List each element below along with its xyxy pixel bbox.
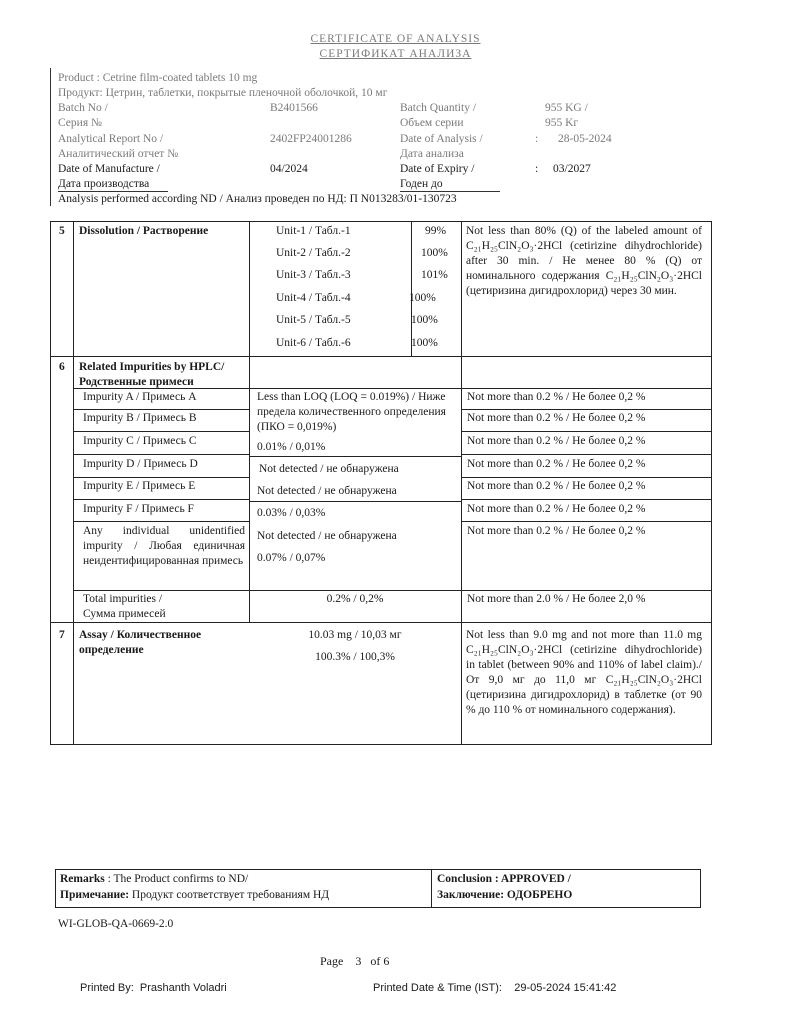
imp-line-c-spec — [461, 454, 711, 455]
test-5-number: 5 — [59, 225, 65, 237]
test-5-spec: Not less than 80% (Q) of the labeled amount of C₂₁H₂₅ClN₂O₃·2HCl (cetirizine dihydrochloride) after 30 min. / Не менее 80 % (Q) от номинального содержания C₂₁H₂₅ClN₂O₃·2HCl (цетиризина дигидрохлорид) через 30 мин. — [466, 225, 702, 297]
exp-label-ru: Годен до — [400, 178, 443, 190]
t5-unit-5-value: 100% — [411, 314, 438, 326]
imp-line-b — [73, 431, 249, 432]
imp-line-f-spec — [461, 521, 711, 522]
test-6-name-ru: Родственные примеси — [79, 376, 194, 388]
imp-line-e-spec — [461, 499, 711, 500]
imp-line-d — [73, 477, 249, 478]
t5-unit-1-label: Unit-1 / Табл.-1 — [276, 225, 351, 237]
impurity-c-name: Impurity C / Примесь C — [83, 435, 197, 447]
report-label-en: Analytical Report No / — [58, 133, 164, 145]
batch-qty-label-ru: Объем серии — [400, 117, 464, 129]
impurity-f-name: Impurity F / Примесь F — [83, 503, 194, 515]
impurity-a-name: Impurity A / Примесь A — [83, 391, 197, 403]
col-line-spec — [461, 222, 462, 744]
mfg-label-en: Date of Manufacture / — [58, 163, 160, 175]
exp-colon: : — [535, 163, 539, 175]
mfg-underline — [58, 191, 168, 192]
test-7-number: 7 — [59, 629, 65, 641]
certificate-title-en: CERTIFICATE OF ANALYSIS — [310, 33, 481, 45]
batch-qty-label-en: Batch Quantity / — [400, 102, 477, 114]
row-line-total — [73, 590, 711, 591]
impurity-d-spec: Not more than 0.2 % / Не более 0,2 % — [467, 458, 646, 470]
imp-line-d-spec — [461, 477, 711, 478]
imp-line-a — [73, 409, 249, 410]
report-label-ru: Аналитический отчет № — [58, 148, 179, 160]
exp-value: 03/2027 — [553, 163, 591, 175]
imp-line-top — [73, 388, 711, 389]
t5-unit-5-label: Unit-5 / Табл.-5 — [276, 314, 351, 326]
impurity-e-result: Not detected / не обнаружена — [257, 485, 397, 497]
t5-unit-2-value: 100% — [421, 247, 448, 259]
doa-label-en: Date of Analysis / — [400, 133, 483, 145]
total-impurities-name-ru: Сумма примесей — [83, 608, 166, 620]
remarks-label-en: Remarks — [60, 873, 105, 885]
test-6-number: 6 — [59, 361, 65, 373]
batch-label-en: Batch No / — [58, 102, 108, 114]
exp-label-en: Date of Expiry / — [400, 163, 475, 175]
exp-underline — [400, 191, 500, 192]
impurity-any-spec: Not more than 0.2 % / Не более 0,2 % — [467, 525, 646, 537]
imp-line-c — [73, 454, 249, 455]
results-table — [50, 221, 712, 745]
total-impurities-name-en: Total impurities / — [83, 593, 163, 605]
test-7-result-percent: 100.3% / 100,3% — [315, 651, 395, 663]
impurity-any-result-2: 0.07% / 0,07% — [257, 552, 326, 564]
certificate-title-ru: СЕРТИФИКАТ АНАЛИЗА — [319, 48, 472, 60]
page-total: 6 — [383, 954, 390, 968]
impurity-e-name: Impurity E / Примесь E — [83, 480, 196, 492]
t5-unit-6-label: Unit-6 / Табл.-6 — [276, 337, 351, 349]
test-6-name-en: Related Impurities by HPLC/ — [79, 361, 225, 373]
impurity-f-spec: Not more than 0.2 % / Не более 0,2 % — [467, 503, 646, 515]
imp-line-f — [73, 521, 249, 522]
impurity-c-result: 0.01% / 0,01% — [257, 441, 326, 453]
product-name-ru: Продукт: Цетрин, таблетки, покрытые пленочной оболочкой, 10 мг — [58, 87, 388, 99]
row-line-6-7 — [51, 622, 711, 623]
page-of: of — [370, 954, 381, 968]
impurity-any-result: Not detected / не обнаружена — [257, 530, 397, 542]
t5-unit-4-value: 100% — [409, 292, 436, 304]
conclusion-ru: Заключение: ОДОБРЕНО — [437, 889, 573, 901]
imp-line-e-result — [249, 501, 461, 502]
test-7-spec: Not less than 9.0 mg and not more than 11.0 mg C₂₁H₂₅ClN₂O₃·2HCl (cetirizine dihydrochloride) in tablet (between 90% and 110% of label claim)./ От 9,0 мг до 11,0 мг C₂₁H₂₅ClN₂O₃·2HCl (цетиризина дигидрохлорид) в таблетке (от 90 % до 110 % от номинального содержания). — [466, 629, 702, 716]
impurity-f-result: 0.03% / 0,03% — [257, 507, 326, 519]
impurity-d-result: Not detected / не обнаружена — [259, 463, 399, 475]
report-value: 2402FP24001286 — [270, 133, 352, 145]
conclusion-en: Conclusion : APPROVED / — [437, 873, 571, 885]
test-5-name: Dissolution / Растворение — [79, 225, 209, 237]
product-name-en: Product : Cetrine film-coated tablets 10 mg — [58, 72, 258, 84]
t5-unit-4-label: Unit-4 / Табл.-4 — [276, 292, 351, 304]
document-code: WI-GLOB-QA-0669-2.0 — [58, 918, 174, 930]
remarks-divider — [431, 870, 432, 907]
printed-by: Printed By: Prashanth Voladri — [80, 982, 227, 994]
impurity-a-spec: Not more than 0.2 % / Не более 0,2 % — [467, 391, 646, 403]
analysis-reference: Analysis performed according ND / Анализ проведен по НД: П N013283/01-130723 — [58, 193, 457, 205]
batch-qty-value: 955 KG / — [545, 102, 588, 114]
test-7-result-mg: 10.03 mg / 10,03 мг — [308, 629, 402, 641]
t5-unit-2-label: Unit-2 / Табл.-2 — [276, 247, 351, 259]
remarks-text-ru: Продукт соответствует требованиям НД — [129, 889, 330, 901]
row-line-5-6 — [51, 356, 711, 357]
test-7-name: Assay / Количественное определение — [79, 629, 202, 656]
impurity-b-name: Impurity B / Примесь B — [83, 412, 197, 424]
mfg-value: 04/2024 — [270, 163, 308, 175]
printed-date: Printed Date & Time (IST): 29-05-2024 15:41:42 — [373, 982, 617, 994]
doa-colon: : — [535, 133, 539, 145]
doa-value: 28-05-2024 — [558, 133, 612, 145]
t5-unit-1-value: 99% — [425, 225, 447, 237]
doa-label-ru: Дата анализа — [400, 148, 464, 160]
remarks-text-en: : The Product confirms to ND/ — [104, 873, 249, 885]
remarks-label-ru: Примечание: — [60, 889, 130, 901]
impurity-b-spec: Not more than 0.2 % / Не более 0,2 % — [467, 412, 646, 424]
impurity-a-result: Less than LOQ (LOQ = 0.019%) / Ниже предела количественного определения (ПКО = 0,019%) — [257, 391, 446, 433]
remarks-en — [60, 872, 248, 887]
page-current: 3 — [355, 954, 362, 968]
imp-line-e — [73, 499, 249, 500]
batch-qty-value-ru: 955 Kг — [545, 117, 579, 129]
imp-line-b-spec — [461, 431, 711, 432]
batch-value: B2401566 — [270, 102, 318, 114]
total-impurities-spec: Not more than 2.0 % / Не более 2,0 % — [467, 593, 646, 605]
page-label: Page — [320, 954, 344, 968]
impurity-e-spec: Not more than 0.2 % / Не более 0,2 % — [467, 480, 646, 492]
imp-line-c-result — [249, 456, 461, 457]
remarks-box — [55, 869, 701, 908]
impurity-any-name: Any individual unidentified impurity / Любая единичная неидентифицированная примесь — [83, 525, 245, 567]
col-line-no — [73, 222, 74, 744]
imp-line-a-spec — [461, 409, 711, 410]
col-line-name — [249, 222, 250, 622]
impurity-d-name: Impurity D / Примесь D — [83, 458, 198, 470]
page-indicator — [320, 954, 389, 969]
impurity-c-spec: Not more than 0.2 % / Не более 0,2 % — [467, 435, 646, 447]
t5-unit-3-value: 101% — [421, 269, 448, 281]
remarks-ru — [60, 888, 329, 903]
total-impurities-result: 0.2% / 0,2% — [326, 593, 384, 605]
t5-unit-3-label: Unit-3 / Табл.-3 — [276, 269, 351, 281]
t5-unit-6-value: 100% — [411, 337, 438, 349]
batch-label-ru: Серия № — [58, 117, 102, 129]
mfg-label-ru: Дата производства — [58, 178, 150, 190]
